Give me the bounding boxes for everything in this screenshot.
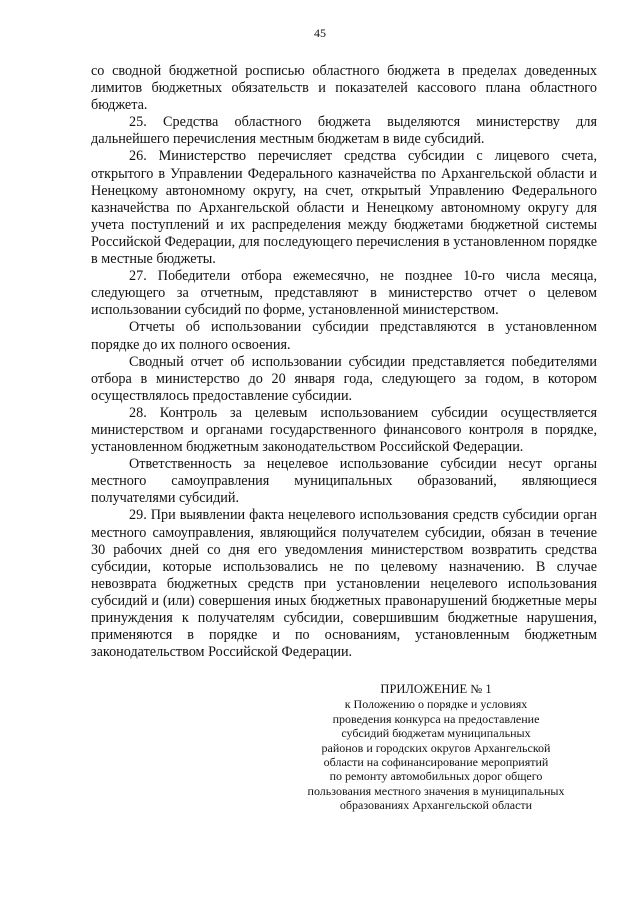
page-number: 45 [314,26,326,40]
appendix-line: образованиях Архангельской области [339,798,533,813]
appendix-title: ПРИЛОЖЕНИЕ № 1 [380,682,492,696]
paragraph: 29. При выявлении факта нецелевого использования средств субсидии орган местного самоуправления, являющийся получателем субсидии, обязан в течение 30 рабочих дней со дня его уведомления министерством возвратить средства субсидии, которые использовались не по целевому назначению. В случае невозврата бюджетных средств при установлении нецелевого использования субсидий и (или) совершения иных бюджетных правонарушений бюджетные меры принуждения к получателям субсидии, совершившим бюджетные нарушения, применяются в порядке и по основаниям, установленным бюджетным законодательством Российской Федерации. [91,507,597,661]
paragraph: 26. Министерство перечисляет средства субсидии с лицевого счета, открытого в Управлении Федерального казначейства по Архангельской области и Ненецкому автономному округу, на счет, открытый Управлению Федерального казначейства по Архангельской области и Ненецкому автономному округу для учета поступлений и их распределения между бюджетами бюджетной системы Российской Федерации, для последующего перечисления в установленном порядке в местные бюджеты. [91,148,597,268]
paragraph: Ответственность за нецелевое использование субсидии несут органы местного самоуправления муниципальных образований, являющиеся получателями субсидий. [91,456,597,507]
appendix-line: районов и городских округов Архангельской [321,740,551,755]
paragraph: 25. Средства областного бюджета выделяются министерству для дальнейшего перечисления местным бюджетам в виде субсидий. [91,114,597,148]
appendix-header [302,682,570,813]
document-body [91,63,597,661]
appendix-line: к Положению о порядке и условиях [344,697,528,712]
paragraph: 28. Контроль за целевым использованием субсидии осуществляется министерством и органами государственного финансового контроля в порядке, установленном бюджетным законодательством Российской Федерации. [91,404,597,456]
appendix-line: субсидий бюджетам муниципальных [341,726,531,741]
paragraph: со сводной бюджетной росписью областного бюджета в пределах доведенных лимитов бюджетных обязательств и показателей кассового плана областного бюджета. [91,63,597,114]
paragraph: Сводный отчет об использовании субсидии представляется победителями отбора в министерство до 20 января года, следующего за годом, в котором осуществлялось предоставление субсидии. [91,353,597,404]
appendix-line: по ремонту автомобильных дорог общего [329,769,543,784]
appendix-line: области на софинансирование мероприятий [323,755,549,770]
paragraph: 27. Победители отбора ежемесячно, не позднее 10-го числа месяца, следующего за отчетным, представляют в министерство отчет о целевом использовании субсидий по форме, установленной министерством. [91,268,597,319]
appendix-line: пользования местного значения в муниципальных [307,783,565,798]
appendix-line: проведения конкурса на предоставление [332,711,540,726]
paragraph: Отчеты об использовании субсидии представляются в установленном порядке до их полного освоения. [91,319,597,353]
